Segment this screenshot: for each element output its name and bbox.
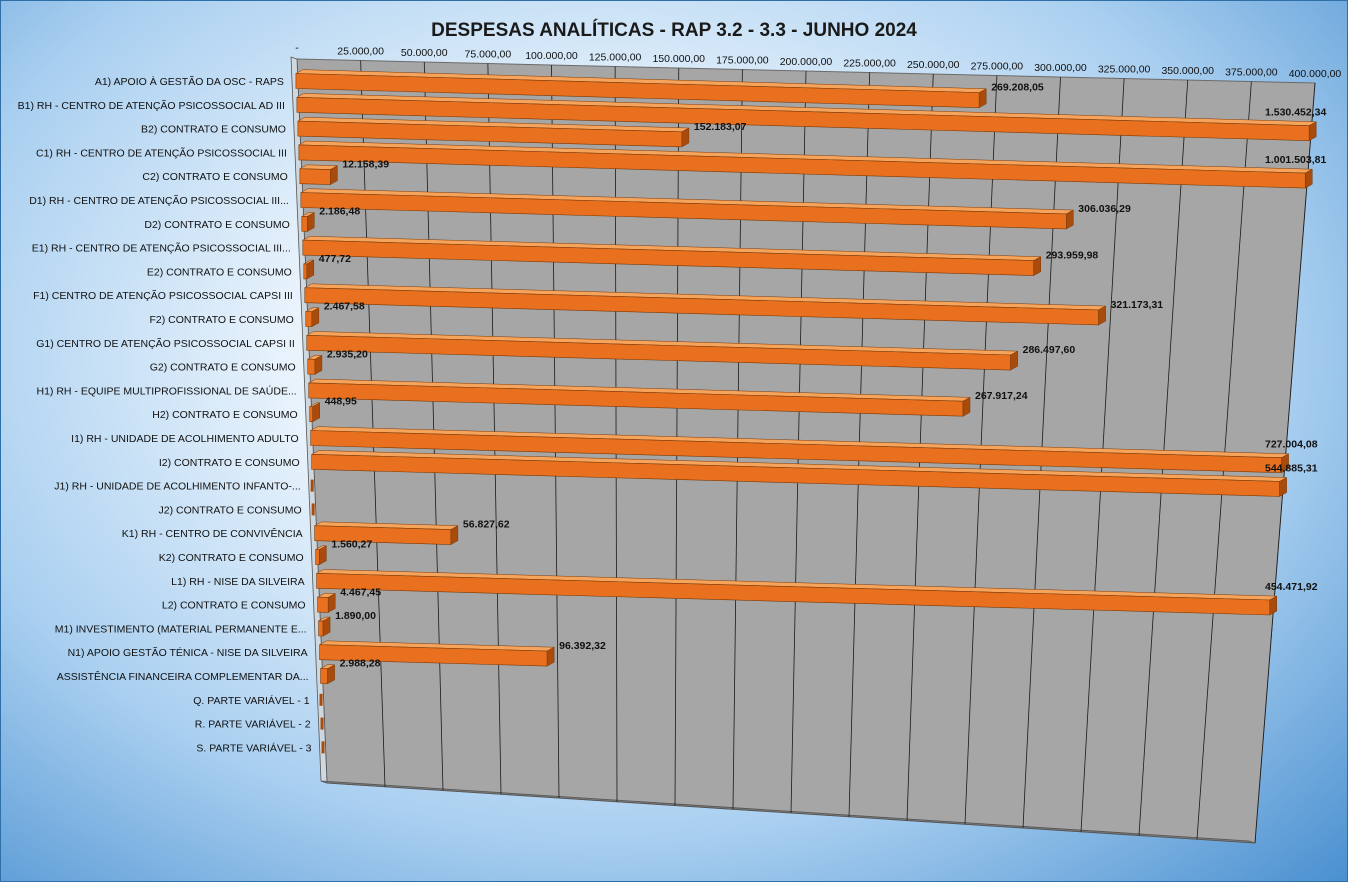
y-category-label: C1) RH - CENTRO DE ATENÇÃO PSICOSSOCIAL III <box>35 147 287 160</box>
data-label: 293.959,98 <box>1045 249 1099 262</box>
data-label: 1.890,00 <box>335 610 376 623</box>
data-label: 1.560,27 <box>331 538 373 551</box>
y-category-label: M1) INVESTIMENTO (MATERIAL PERMANENTE E... <box>54 623 307 636</box>
y-category-label: H2) CONTRATO E CONSUMO <box>152 409 298 422</box>
data-label: 2.988,28 <box>339 657 381 670</box>
bar <box>316 546 327 565</box>
x-tick-label: 225.000,00 <box>843 57 896 70</box>
data-label: 1.001.503,81 <box>1265 154 1327 167</box>
x-tick-label: 25.000,00 <box>337 45 384 58</box>
y-category-label: F1) CENTRO DE ATENÇÃO PSICOSSOCIAL CAPSI III <box>33 290 293 303</box>
bar-stub <box>322 741 325 753</box>
x-tick-label: 125.000,00 <box>588 51 642 64</box>
y-category-label: H1) RH - EQUIPE MULTIPROFISSIONAL DE SAÚDE... <box>36 385 297 398</box>
y-category-label: I1) RH - UNIDADE DE ACOLHIMENTO ADULTO <box>71 433 299 445</box>
x-tick-label: 400.000,00 <box>1288 68 1342 80</box>
y-category-label: Q. PARTE VARIÁVEL - 1 <box>193 694 310 707</box>
data-label: 454.471,92 <box>1265 580 1318 593</box>
y-category-label: J1) RH - UNIDADE DE ACOLHIMENTO INFANTO-... <box>54 480 301 493</box>
y-category-label: L1) RH - NISE DA SILVEIRA <box>171 575 305 588</box>
y-category-label: D1) RH - CENTRO DE ATENÇÃO PSICOSSOCIAL III... <box>29 195 289 207</box>
bar-front <box>306 312 312 327</box>
bar <box>319 617 330 636</box>
bar-stub <box>320 694 323 706</box>
x-tick-label: 275.000,00 <box>970 60 1024 73</box>
y-category-label: I2) CONTRATO E CONSUMO <box>158 456 300 469</box>
data-label: 56.827,62 <box>462 518 510 531</box>
x-tick-label: 300.000,00 <box>1034 62 1087 74</box>
data-label: 152.183,07 <box>693 120 747 133</box>
bar-stub <box>311 480 314 492</box>
bar-front <box>300 169 331 185</box>
data-label: 306.036,29 <box>1078 202 1131 215</box>
y-category-label: K2) CONTRATO E CONSUMO <box>158 552 304 564</box>
y-axis-categories <box>18 75 312 754</box>
y-category-label: A1) APOIO À GESTÃO DA OSC - RAPS <box>94 76 284 88</box>
bar <box>300 165 338 185</box>
x-tick-label: 175.000,00 <box>716 54 769 67</box>
y-category-label: R. PARTE VARIÁVEL - 2 <box>194 718 311 731</box>
data-label: 12.158,39 <box>342 158 390 171</box>
x-tick-label: 50.000,00 <box>400 47 448 59</box>
bar <box>318 593 336 612</box>
bar <box>320 694 323 706</box>
data-label: 2.186,48 <box>319 205 361 218</box>
x-tick-label: 350.000,00 <box>1161 65 1215 77</box>
bar <box>306 308 319 327</box>
data-label: 286.497,60 <box>1022 344 1076 357</box>
y-category-label: N1) APOIO GESTÃO TÉNICA - NISE DA SILVEIRA <box>67 647 308 660</box>
data-label: 477,72 <box>318 252 351 265</box>
y-category-label: ASSISTÊNCIA FINANCEIRA COMPLEMENTAR DA... <box>56 671 309 683</box>
bar <box>310 403 320 422</box>
bar <box>322 741 325 753</box>
y-category-label: B1) RH - CENTRO DE ATENÇÃO PSICOSSOCIAL AD III <box>17 99 285 112</box>
x-tick-label: 75.000,00 <box>464 48 512 61</box>
data-label: 4.467,45 <box>340 586 382 599</box>
bar <box>302 212 314 231</box>
bar-front <box>316 550 320 565</box>
data-label: 96.392,32 <box>559 640 606 653</box>
x-tick-label: 325.000,00 <box>1097 63 1151 76</box>
bar <box>304 260 314 279</box>
y-category-label: G1) CENTRO DE ATENÇÃO PSICOSSOCIAL CAPSI II <box>36 337 295 350</box>
bar-front <box>304 264 307 279</box>
x-tick-label: 100.000,00 <box>525 50 578 62</box>
y-category-label: D2) CONTRATO E CONSUMO <box>144 218 290 231</box>
bar-front <box>302 216 307 231</box>
bar <box>321 665 335 684</box>
y-category-label: F2) CONTRATO E CONSUMO <box>149 314 294 326</box>
data-label: 727.004,08 <box>1265 438 1318 451</box>
y-category-label: J2) CONTRATO E CONSUMO <box>158 504 302 517</box>
chart-title: DESPESAS ANALÍTICAS - RAP 3.2 - 3.3 - JUNHO 2024 <box>431 20 917 41</box>
x-tick-label: 150.000,00 <box>652 53 706 65</box>
data-label: 1.530.452,34 <box>1265 106 1327 119</box>
x-tick-label: 375.000,00 <box>1225 66 1278 79</box>
bar <box>321 718 324 730</box>
y-category-label: L2) CONTRATO E CONSUMO <box>161 599 306 612</box>
data-label: 2.467,58 <box>323 300 365 313</box>
y-category-label: S. PARTE VARIÁVEL - 3 <box>196 742 312 755</box>
data-label: 267.917,24 <box>974 390 1028 403</box>
bar-stub <box>321 718 324 730</box>
data-label: 2.935,20 <box>326 348 368 361</box>
bar <box>312 503 315 515</box>
x-tick-label: - <box>295 42 299 54</box>
y-category-label: G2) CONTRATO E CONSUMO <box>149 361 296 374</box>
y-category-label: K1) RH - CENTRO DE CONVIVÊNCIA <box>121 528 303 541</box>
y-category-label: B2) CONTRATO E CONSUMO <box>141 123 286 136</box>
bar-front <box>308 359 315 374</box>
bar-stub <box>312 503 315 515</box>
bar-front <box>318 597 329 612</box>
y-category-label: E1) RH - CENTRO DE ATENÇÃO PSICOSSOCIAL III... <box>31 242 291 255</box>
x-tick-label: 200.000,00 <box>779 56 833 68</box>
y-category-label: E2) CONTRATO E CONSUMO <box>146 266 292 279</box>
bar <box>311 480 314 492</box>
x-tick-label: 250.000,00 <box>906 59 960 71</box>
data-label: 448,95 <box>324 395 357 408</box>
bar-front <box>319 621 323 636</box>
bar <box>308 355 322 374</box>
data-label: 269.208,05 <box>991 81 1044 94</box>
data-label: 321.173,31 <box>1110 298 1164 311</box>
y-category-label: C2) CONTRATO E CONSUMO <box>142 171 288 184</box>
data-label: 544.885,31 <box>1265 462 1318 475</box>
bar-front <box>310 407 313 422</box>
bar-chart <box>1 1 1347 881</box>
bar-front <box>321 669 328 684</box>
